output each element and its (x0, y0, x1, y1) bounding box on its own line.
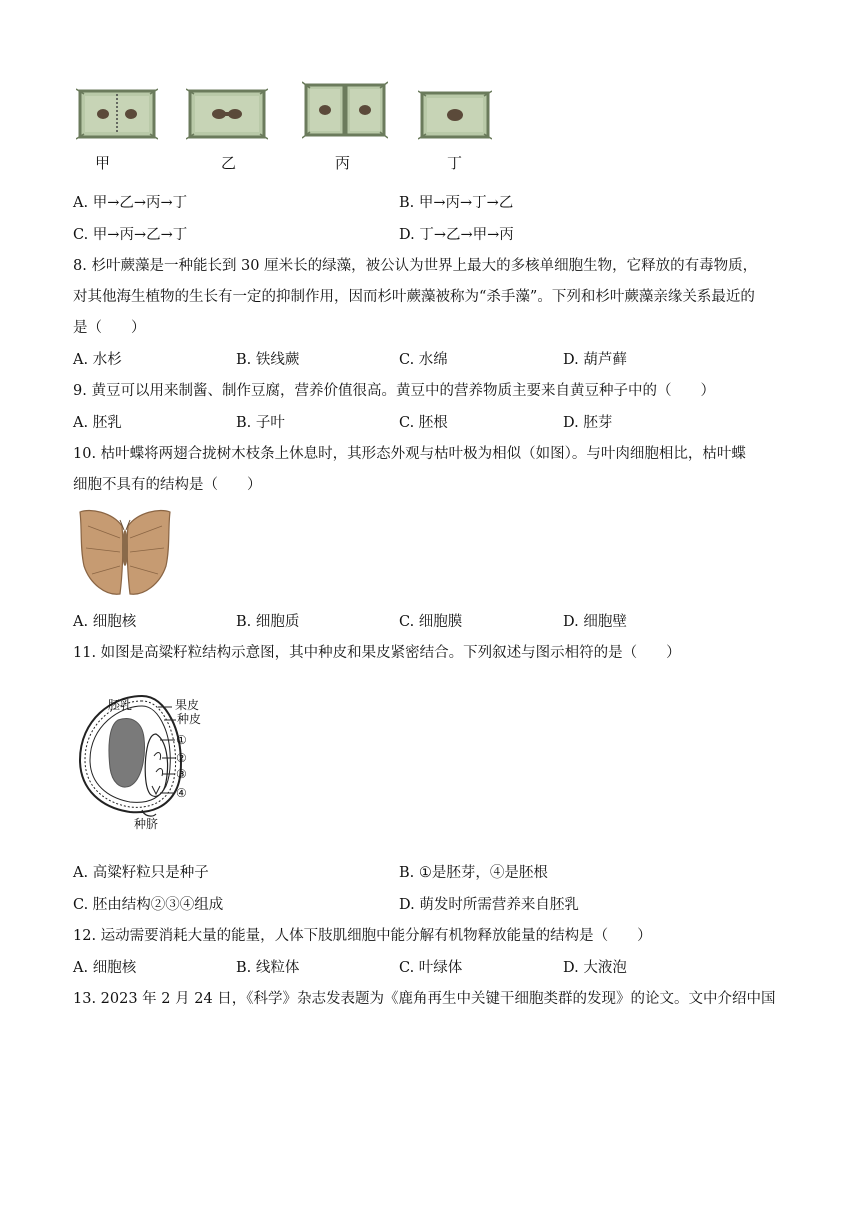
q8-stem-line-3: 是（ ） (73, 320, 146, 336)
q12-option-a[interactable]: A. 细胞核 (73, 960, 137, 976)
q10-option-c[interactable]: C. 细胞膜 (399, 614, 463, 630)
q12-option-b[interactable]: B. 线粒体 (236, 960, 300, 976)
label-part-1: ① (176, 733, 187, 747)
cell-figure-ding (418, 88, 492, 142)
q10-stem-line-2: 细胞不具有的结构是（ ） (73, 477, 262, 493)
cell-label-ding: 丁 (447, 154, 463, 172)
q12-option-d[interactable]: D. 大液泡 (563, 960, 627, 976)
q7-option-b[interactable]: B. 甲→丙→丁→乙 (399, 195, 514, 211)
label-endosperm: 胚乳 (108, 698, 133, 712)
cell-label-yi: 乙 (221, 154, 237, 172)
q9-option-c[interactable]: C. 胚根 (399, 415, 448, 431)
label-pericarp: 果皮 (175, 698, 200, 712)
q11-stem: 11. 如图是高粱籽粒结构示意图，其中种皮和果皮紧密结合。下列叙述与图示相符的是（ ） (73, 645, 681, 661)
q7-option-d[interactable]: D. 丁→乙→甲→丙 (399, 227, 514, 243)
q13-stem-line-1: 13. 2023 年 2 月 24 日，《科学》杂志发表题为《鹿角再生中关键干细胞类群的发现》的论文。文中介绍中国 (73, 991, 776, 1007)
q9-stem: 9. 黄豆可以用来制酱、制作豆腐，营养价值很高。黄豆中的营养物质主要来自黄豆种子中的（ ） (73, 383, 715, 399)
q12-option-c[interactable]: C. 叶绿体 (399, 960, 463, 976)
q8-stem-line-1: 8. 杉叶蕨藻是一种能长到 30 厘米长的绿藻，被公认为世界上最大的多核单细胞生物，它释放的有毒物质， (73, 258, 758, 274)
cell-figure-jia (76, 86, 158, 142)
q11-option-a[interactable]: A. 高粱籽粒只是种子 (73, 865, 209, 881)
q8-option-a[interactable]: A. 水杉 (73, 352, 122, 368)
q11-option-b[interactable]: B. ①是胚芽，④是胚根 (399, 865, 548, 881)
label-part-4: ④ (176, 786, 187, 800)
q9-option-a[interactable]: A. 胚乳 (73, 415, 122, 431)
q10-stem-line-1: 10. 枯叶蝶将两翅合拢树木枝条上休息时，其形态外观与枯叶极为相似（如图）。与叶肉细胞相比，枯叶蝶 (73, 446, 746, 462)
q8-stem-line-2: 对其他海生植物的生长有一定的抑制作用，因而杉叶蕨藻被称为“杀手藻”。下列和杉叶蕨藻亲缘关系最近的 (73, 289, 755, 305)
q7-option-a[interactable]: A. 甲→乙→丙→丁 (73, 195, 188, 211)
q8-option-b[interactable]: B. 铁线蕨 (236, 352, 300, 368)
cell-figure-yi (186, 86, 268, 142)
q8-option-c[interactable]: C. 水绵 (399, 352, 448, 368)
cell-label-bing: 丙 (335, 154, 351, 172)
q11-option-c[interactable]: C. 胚由结构②③④组成 (73, 897, 224, 913)
label-part-2: ② (176, 751, 187, 765)
sorghum-seed-diagram (72, 690, 222, 835)
q10-option-a[interactable]: A. 细胞核 (73, 614, 137, 630)
q11-option-d[interactable]: D. 萌发时所需营养来自胚乳 (399, 897, 579, 913)
label-part-3: ③ (176, 767, 187, 781)
q9-option-b[interactable]: B. 子叶 (236, 415, 285, 431)
label-seed-coat: 种皮 (177, 712, 202, 726)
q8-option-d[interactable]: D. 葫芦藓 (563, 352, 627, 368)
cell-label-jia: 甲 (95, 154, 111, 172)
q10-option-d[interactable]: D. 细胞壁 (563, 614, 627, 630)
q10-option-b[interactable]: B. 细胞质 (236, 614, 300, 630)
q12-stem: 12. 运动需要消耗大量的能量，人体下肢肌细胞中能分解有机物释放能量的结构是（ ） (73, 928, 652, 944)
q9-option-d[interactable]: D. 胚芽 (563, 415, 613, 431)
butterfly-image (76, 508, 174, 600)
label-hilum: 种脐 (134, 817, 159, 831)
cell-figure-bing (302, 80, 388, 140)
q7-option-c[interactable]: C. 甲→丙→乙→丁 (73, 227, 188, 243)
